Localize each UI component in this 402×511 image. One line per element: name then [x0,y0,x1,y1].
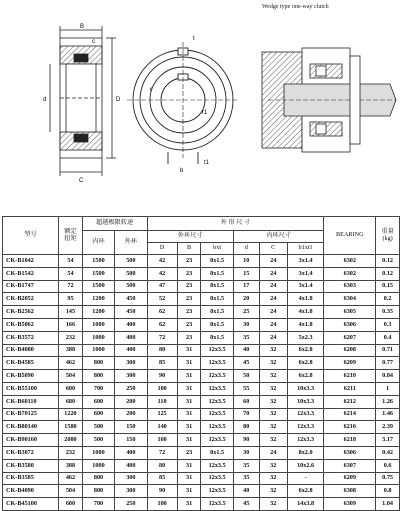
cell-B: 31 [177,421,201,434]
table-row [3,485,400,498]
table-row [3,357,400,370]
cell-bxt: 8x1.5 [201,267,233,280]
cell-bearing: 6302 [324,255,376,268]
table-row [3,293,400,306]
cell-D: 47 [147,280,177,293]
cell-b1xt1: 4x1.8 [287,293,324,306]
cell-C: 32 [259,357,287,370]
cell-bxt: 8x1.5 [201,293,233,306]
cell-bearing: 6207 [324,331,376,344]
cell-outer-speed: 150 [115,434,147,447]
specification-table [2,216,400,511]
cell-b1xt1: 3x1.4 [287,280,324,293]
cell-d: 50 [233,370,259,383]
cell-model: CK-B2562 [3,306,59,319]
cell-b1xt1: 6x2.8 [287,370,324,383]
cell-bxt: 8x1.5 [201,255,233,268]
cell-B: 23 [177,446,201,459]
cell-B: 23 [177,331,201,344]
cell-model: CK-B60110 [3,395,59,408]
cell-weight: 0.75 [376,472,400,485]
header-bearing: BEARING [324,217,376,255]
cell-d: 20 [233,293,259,306]
cell-b1xt1: 12x3.3 [287,421,324,434]
cell-outer-speed: 500 [115,280,147,293]
cell-outer-speed: 200 [115,395,147,408]
cell-D: 62 [147,306,177,319]
cell-d: 55 [233,382,259,395]
cell-bxt: 8x1.5 [201,446,233,459]
cell-model: CK-B3072 [3,446,59,459]
cell-bxt: 12x3.5 [201,472,233,485]
front-view-drawing [127,42,239,164]
cell-B: 23 [177,280,201,293]
cell-weight: 1.26 [376,395,400,408]
cell-D: 90 [147,485,177,498]
cell-model: CK-B3572 [3,331,59,344]
cell-C: 24 [259,446,287,459]
cell-d: 17 [233,280,259,293]
cell-bxt: 12x3.5 [201,459,233,472]
cell-rated-torque: 72 [59,280,83,293]
cell-model: CK-B4585 [3,357,59,370]
cell-outer-speed: 200 [115,408,147,421]
cell-inner-speed: 700 [82,498,114,511]
cell-model: CK-B1542 [3,267,59,280]
cell-bearing: 6305 [324,306,376,319]
cell-bearing: 6216 [324,421,376,434]
cell-C: 32 [259,395,287,408]
cell-D: 42 [147,267,177,280]
figure-caption: Wedge type one-way clutch [262,4,329,10]
cell-C: 32 [259,498,287,511]
header-d: d [233,243,259,255]
table-row [3,331,400,344]
cell-d: 40 [233,485,259,498]
cell-inner-speed: 700 [82,382,114,395]
cell-model: CK-B5090 [3,370,59,383]
table-row [3,255,400,268]
cell-inner-speed: 600 [82,408,114,421]
cell-b1xt1: - [287,472,324,485]
cell-outer-speed: 500 [115,255,147,268]
table-row [3,472,400,485]
cell-bearing: 6306 [324,318,376,331]
cell-b1xt1: 3x1.4 [287,267,324,280]
cell-bxt: 8x1.5 [201,331,233,344]
cell-inner-speed: 1000 [82,459,114,472]
cell-b1xt1: 14x3.8 [287,498,324,511]
cell-D: 100 [147,498,177,511]
table-row [3,498,400,511]
cell-inner-speed: 800 [82,472,114,485]
cell-bearing: 6210 [324,370,376,383]
cell-C: 24 [259,267,287,280]
cell-bearing: 6209 [324,357,376,370]
cell-D: 125 [147,408,177,421]
cell-outer-speed: 400 [115,459,147,472]
header-weight-line2: (kg) [382,234,393,242]
cell-D: 100 [147,382,177,395]
table-row [3,370,400,383]
cell-C: 32 [259,485,287,498]
cell-weight: 0.3 [376,318,400,331]
cell-D: 110 [147,395,177,408]
dim-label-b: b [180,168,184,174]
cell-bxt: 12x3.5 [201,357,233,370]
section-drawing [50,26,116,176]
cell-outer-speed: 500 [115,267,147,280]
technical-drawings [0,12,402,202]
cell-D: 62 [147,318,177,331]
cell-B: 31 [177,472,201,485]
table-row [3,421,400,434]
cell-weight: 1.46 [376,408,400,421]
header-overrun-speed: 超越极限转速 [82,217,147,231]
cell-B: 23 [177,318,201,331]
cell-model: CK-B45100 [3,498,59,511]
cell-D: 90 [147,370,177,383]
header-inner-ring: 内环 [82,231,114,255]
cell-D: 160 [147,434,177,447]
cell-bxt: 8x1.5 [201,280,233,293]
cell-rated-torque: 600 [59,382,83,395]
dim-label-C: C [79,178,84,184]
header-weight-line1: 重量 [381,228,394,236]
cell-weight: 0.12 [376,255,400,268]
cell-d: 15 [233,267,259,280]
cell-model: CK-B2052 [3,293,59,306]
cell-weight: 0.42 [376,446,400,459]
cell-outer-speed: 400 [115,446,147,459]
cell-model: CK-B1747 [3,280,59,293]
cell-rated-torque: 388 [59,459,83,472]
cell-d: 70 [233,408,259,421]
cell-C: 32 [259,382,287,395]
cell-b1xt1: 6x2.8 [287,357,324,370]
cell-B: 31 [177,370,201,383]
cell-b1xt1: 4x1.8 [287,318,324,331]
cell-weight: 2.39 [376,421,400,434]
dim-label-D: D [116,97,121,103]
cell-rated-torque: 54 [59,255,83,268]
cell-b1xt1: 12x3.3 [287,434,324,447]
cell-d: 45 [233,498,259,511]
table-row [3,280,400,293]
cell-model: CK-B55100 [3,382,59,395]
table-row [3,306,400,319]
cell-inner-speed: 1500 [82,255,114,268]
cell-weight: 0.71 [376,344,400,357]
cell-inner-speed: 800 [82,357,114,370]
cell-bearing: 6211 [324,382,376,395]
table-row [3,395,400,408]
cell-outer-speed: 450 [115,306,147,319]
header-rated-torque-line1: 额定 [64,228,77,236]
cell-b1xt1: 6x2.8 [287,344,324,357]
cell-outer-speed: 300 [115,370,147,383]
cell-rated-torque: 95 [59,293,83,306]
cell-rated-torque: 1580 [59,421,83,434]
cell-bxt: 12x3.5 [201,434,233,447]
cell-bxt: 12x3.5 [201,370,233,383]
cell-bearing: 6208 [324,344,376,357]
header-rated-torque-line2: 扭矩 [64,234,77,242]
cell-D: 80 [147,459,177,472]
header-dimensions: 外 形 尺 寸 [147,217,324,231]
cell-d: 10 [233,255,259,268]
cell-C: 24 [259,255,287,268]
cell-outer-speed: 250 [115,382,147,395]
cell-weight: 0.77 [376,357,400,370]
header-C: C [259,243,287,255]
cell-b1xt1: 3x1.4 [287,255,324,268]
cell-rated-torque: 1220 [59,408,83,421]
header-inner-ring-size: 内环尺寸 [233,231,324,243]
cell-C: 32 [259,459,287,472]
cell-weight: 0.15 [376,280,400,293]
cell-C: 24 [259,280,287,293]
cell-outer-speed: 300 [115,472,147,485]
cell-b1xt1: 10x3.3 [287,382,324,395]
cell-weight: 0.6 [376,459,400,472]
header-bxt: bxt [201,243,233,255]
cell-inner-speed: 800 [82,370,114,383]
cell-rated-torque: 504 [59,370,83,383]
cell-model: CK-B80140 [3,421,59,434]
cell-model: CK-B90160 [3,434,59,447]
cell-D: 85 [147,357,177,370]
installation-drawing [262,48,396,152]
cell-model: CK-B1042 [3,255,59,268]
cell-B: 23 [177,306,201,319]
cell-outer-speed: 400 [115,318,147,331]
dim-label-d: d [43,97,47,103]
cell-d: 45 [233,357,259,370]
cell-weight: 0.2 [376,293,400,306]
cell-rated-torque: 462 [59,357,83,370]
cell-B: 31 [177,434,201,447]
cell-bxt: 12x3.5 [201,485,233,498]
cell-bearing: 6209 [324,472,376,485]
header-outer-ring: 外环 [115,231,147,255]
table-row [3,382,400,395]
cell-outer-speed: 150 [115,421,147,434]
dim-label-c: c [92,39,95,45]
cell-bearing: 6304 [324,293,376,306]
cell-bearing: 6309 [324,498,376,511]
cell-outer-speed: 250 [115,498,147,511]
cell-weight: 0.12 [376,267,400,280]
cell-b1xt1: 10x3.3 [287,395,324,408]
table-row [3,408,400,421]
header-B: B [177,243,201,255]
cell-C: 24 [259,331,287,344]
cell-d: 35 [233,331,259,344]
cell-inner-speed: 500 [82,421,114,434]
cell-outer-speed: 400 [115,331,147,344]
cell-inner-speed: 1000 [82,446,114,459]
cell-rated-torque: 166 [59,318,83,331]
cell-D: 80 [147,344,177,357]
cell-inner-speed: 800 [82,485,114,498]
cell-outer-speed: 400 [115,344,147,357]
cell-b1xt1: 12x3.3 [287,408,324,421]
cell-B: 31 [177,357,201,370]
cell-model: CK-B4080 [3,344,59,357]
cell-rated-torque: 232 [59,446,83,459]
cell-bxt: 12x3.5 [201,395,233,408]
cell-B: 31 [177,382,201,395]
cell-bxt: 12x3.5 [201,408,233,421]
cell-weight: 1 [376,382,400,395]
cell-inner-speed: 1000 [82,331,114,344]
table-row [3,267,400,280]
cell-outer-speed: 300 [115,485,147,498]
header-rated-torque [59,217,83,255]
cell-C: 32 [259,370,287,383]
cell-d: 60 [233,395,259,408]
cell-b1xt1: 8x2.0 [287,446,324,459]
cell-inner-speed: 1500 [82,280,114,293]
cell-bearing: 6307 [324,459,376,472]
cell-inner-speed: 600 [82,395,114,408]
cell-b1xt1: 5x2.3 [287,331,324,344]
cell-model: CK-B70125 [3,408,59,421]
header-outer-ring-size: 外环尺寸 [147,231,233,243]
cell-b1xt1: 4x1.8 [287,306,324,319]
cell-inner-speed: 1000 [82,318,114,331]
cell-d: 30 [233,446,259,459]
cell-rated-torque: 145 [59,306,83,319]
cell-C: 24 [259,306,287,319]
cell-rated-torque: 232 [59,331,83,344]
cell-b1xt1: 6x2.8 [287,485,324,498]
cell-rated-torque: 680 [59,395,83,408]
cell-bearing: 6302 [324,267,376,280]
cell-weight: 3.17 [376,434,400,447]
cell-weight: 1.04 [376,498,400,511]
dim-label-B: B [80,24,85,30]
cell-bearing: 6218 [324,434,376,447]
cell-B: 23 [177,267,201,280]
cell-inner-speed: 1000 [82,344,114,357]
cell-inner-speed: 1500 [82,267,114,280]
table-row [3,344,400,357]
header-D: D [147,243,177,255]
cell-D: 85 [147,472,177,485]
cell-bxt: 8x1.5 [201,306,233,319]
cell-C: 24 [259,318,287,331]
cell-C: 32 [259,344,287,357]
cell-rated-torque: 54 [59,267,83,280]
cell-inner-speed: 1200 [82,306,114,319]
cell-bearing: 6303 [324,280,376,293]
dim-label-t1: t1 [204,160,210,166]
cell-bxt: 8x1.5 [201,318,233,331]
cell-inner-speed: 500 [82,434,114,447]
dim-label-r1: r1 [202,110,208,116]
table-row [3,434,400,447]
cell-model: CK-B5062 [3,318,59,331]
table-row [3,318,400,331]
cell-weight: 0.8 [376,485,400,498]
cell-bxt: 12x3.5 [201,344,233,357]
cell-B: 31 [177,485,201,498]
cell-model: CK-B3585 [3,472,59,485]
cell-bxt: 12x3.5 [201,382,233,395]
cell-C: 32 [259,434,287,447]
cell-D: 42 [147,255,177,268]
cell-outer-speed: 450 [115,293,147,306]
cell-weight: 0.4 [376,331,400,344]
table-row [3,459,400,472]
cell-B: 23 [177,255,201,268]
header-model: 型号 [3,217,59,255]
cell-rated-torque: 462 [59,472,83,485]
cell-B: 23 [177,293,201,306]
cell-D: 72 [147,446,177,459]
cell-model: CK-B3580 [3,459,59,472]
cell-inner-speed: 1200 [82,293,114,306]
cell-d: 80 [233,421,259,434]
cell-D: 72 [147,331,177,344]
header-b1xt1: b1xt1 [287,243,324,255]
cell-bxt: 12x3.5 [201,498,233,511]
cell-b1xt1: 10x2.6 [287,459,324,472]
cell-d: 25 [233,306,259,319]
cell-outer-speed: 300 [115,357,147,370]
cell-B: 31 [177,498,201,511]
cell-C: 24 [259,293,287,306]
cell-D: 140 [147,421,177,434]
table-row [3,446,400,459]
cell-rated-torque: 2080 [59,434,83,447]
cell-d: 35 [233,472,259,485]
cell-C: 32 [259,472,287,485]
cell-C: 32 [259,408,287,421]
cell-C: 32 [259,421,287,434]
cell-d: 30 [233,318,259,331]
dim-label-r: r [150,87,152,93]
cell-d: 90 [233,434,259,447]
cell-d: 40 [233,344,259,357]
cell-B: 31 [177,459,201,472]
cell-B: 31 [177,344,201,357]
cell-B: 31 [177,395,201,408]
cell-bearing: 6212 [324,395,376,408]
cell-weight: 0.84 [376,370,400,383]
cell-bearing: 6306 [324,446,376,459]
cell-rated-torque: 388 [59,344,83,357]
dim-label-t: t [193,36,195,42]
cell-rated-torque: 504 [59,485,83,498]
cell-bearing: 6308 [324,485,376,498]
cell-bearing: 6214 [324,408,376,421]
cell-d: 35 [233,459,259,472]
cell-rated-torque: 600 [59,498,83,511]
cell-D: 52 [147,293,177,306]
cell-B: 31 [177,408,201,421]
cell-bxt: 12x3.5 [201,421,233,434]
cell-model: CK-B4090 [3,485,59,498]
cell-weight: 0.35 [376,306,400,319]
header-weight [376,217,400,255]
